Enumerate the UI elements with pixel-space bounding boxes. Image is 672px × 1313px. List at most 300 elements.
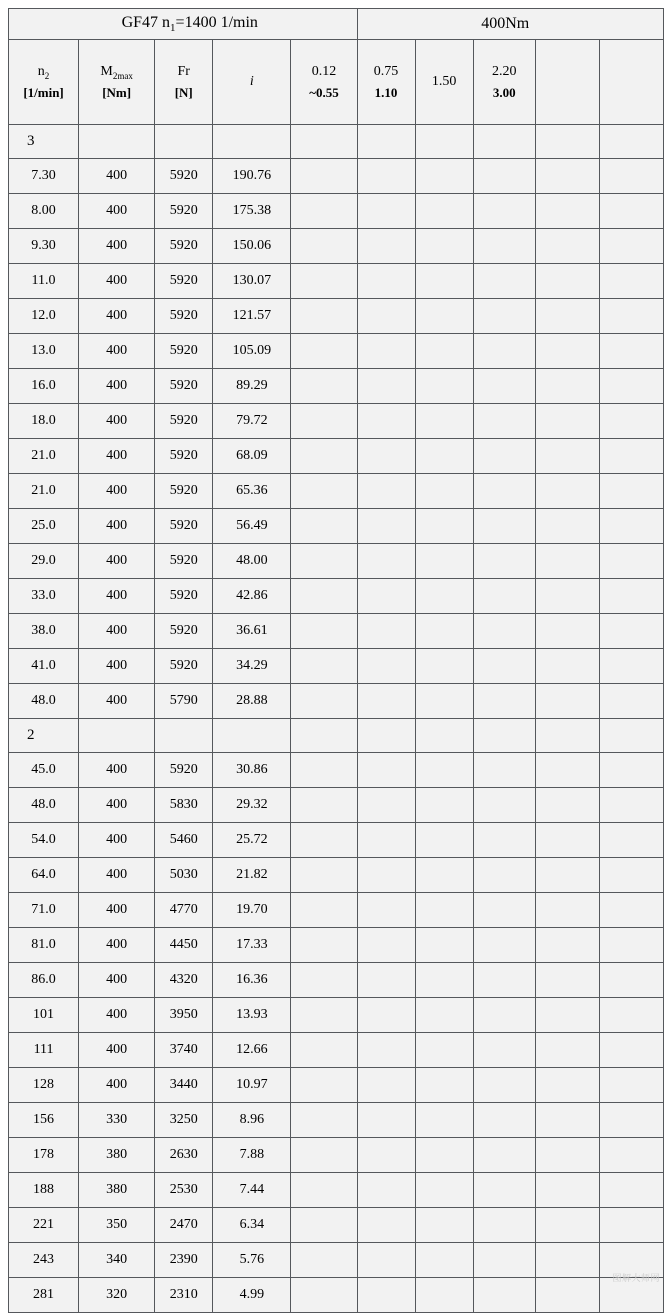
cell-power-2 — [415, 439, 473, 474]
cell-fr: 5920 — [155, 614, 213, 649]
table-row — [9, 159, 664, 194]
cell-fr: 3950 — [155, 998, 213, 1033]
cell-power-4 — [535, 963, 599, 998]
cell-ratio: 25.72 — [213, 823, 291, 858]
cell-m2max: 400 — [79, 1033, 155, 1068]
cell-fr: 2470 — [155, 1208, 213, 1243]
cell-power-5 — [599, 928, 663, 963]
cell-power-1 — [357, 404, 415, 439]
cell-power-0 — [291, 753, 357, 788]
cell-power-4 — [535, 684, 599, 719]
header-power-0-line2: ~0.55 — [309, 84, 339, 100]
cell-power-4 — [535, 369, 599, 404]
title-speed-n: n — [162, 13, 171, 31]
cell-power-5 — [599, 1243, 663, 1278]
cell-power-1 — [357, 893, 415, 928]
cell-m2max: 400 — [79, 1068, 155, 1103]
table-row — [9, 264, 664, 299]
cell-fr: 3740 — [155, 1033, 213, 1068]
cell-power-1 — [357, 474, 415, 509]
cell-power-2 — [415, 1103, 473, 1138]
cell-power-1 — [357, 1138, 415, 1173]
group-spacer-cell — [473, 125, 535, 159]
header-m2-unit: [Nm] — [102, 85, 132, 101]
cell-ratio: 16.36 — [213, 963, 291, 998]
cell-ratio: 150.06 — [213, 229, 291, 264]
cell-power-3 — [473, 1173, 535, 1208]
cell-m2max: 400 — [79, 684, 155, 719]
cell-power-4 — [535, 229, 599, 264]
cell-power-0 — [291, 614, 357, 649]
cell-n2: 48.0 — [9, 684, 79, 719]
group-header-row — [9, 719, 664, 753]
cell-power-2 — [415, 1278, 473, 1313]
cell-power-3 — [473, 544, 535, 579]
cell-power-1 — [357, 1243, 415, 1278]
cell-power-5 — [599, 404, 663, 439]
cell-power-0 — [291, 159, 357, 194]
header-power-4 — [535, 40, 599, 125]
cell-power-1 — [357, 299, 415, 334]
cell-power-5 — [599, 1033, 663, 1068]
cell-ratio: 34.29 — [213, 649, 291, 684]
header-power-2 — [415, 40, 473, 125]
group-spacer-cell — [415, 125, 473, 159]
cell-ratio: 19.70 — [213, 893, 291, 928]
cell-power-3 — [473, 334, 535, 369]
cell-power-0 — [291, 334, 357, 369]
cell-power-3 — [473, 928, 535, 963]
group-header-row — [9, 125, 664, 159]
cell-m2max: 400 — [79, 334, 155, 369]
cell-fr: 5920 — [155, 753, 213, 788]
header-n2-symbol: n — [37, 63, 45, 79]
cell-power-0 — [291, 823, 357, 858]
cell-ratio: 8.96 — [213, 1103, 291, 1138]
cell-power-3 — [473, 649, 535, 684]
cell-fr: 5920 — [155, 264, 213, 299]
cell-power-0 — [291, 194, 357, 229]
cell-power-5 — [599, 649, 663, 684]
cell-power-2 — [415, 963, 473, 998]
cell-power-3 — [473, 788, 535, 823]
header-power-1 — [357, 40, 415, 125]
cell-ratio: 121.57 — [213, 299, 291, 334]
cell-ratio: 21.82 — [213, 858, 291, 893]
cell-n2: 243 — [9, 1243, 79, 1278]
cell-m2max: 400 — [79, 404, 155, 439]
cell-power-2 — [415, 649, 473, 684]
cell-power-3 — [473, 858, 535, 893]
table-row — [9, 1173, 664, 1208]
header-m2max — [79, 40, 155, 125]
cell-power-0 — [291, 788, 357, 823]
cell-fr: 4320 — [155, 963, 213, 998]
cell-fr: 5920 — [155, 159, 213, 194]
cell-power-0 — [291, 509, 357, 544]
header-fr-symbol: Fr — [177, 64, 190, 80]
cell-power-0 — [291, 404, 357, 439]
cell-m2max: 400 — [79, 474, 155, 509]
cell-n2: 178 — [9, 1138, 79, 1173]
cell-power-5 — [599, 264, 663, 299]
group-spacer-cell — [535, 125, 599, 159]
cell-power-2 — [415, 684, 473, 719]
cell-power-2 — [415, 1243, 473, 1278]
cell-m2max: 400 — [79, 159, 155, 194]
cell-power-5 — [599, 753, 663, 788]
cell-power-5 — [599, 1138, 663, 1173]
cell-power-4 — [535, 823, 599, 858]
watermark: 图解大师网 — [612, 1273, 660, 1283]
cell-power-5 — [599, 544, 663, 579]
cell-power-0 — [291, 299, 357, 334]
cell-power-1 — [357, 579, 415, 614]
cell-m2max: 400 — [79, 299, 155, 334]
title-speed-sub: 1 — [170, 22, 176, 35]
cell-power-1 — [357, 264, 415, 299]
cell-power-1 — [357, 788, 415, 823]
cell-fr: 5920 — [155, 544, 213, 579]
cell-power-3 — [473, 369, 535, 404]
table-body — [9, 9, 664, 1313]
cell-ratio: 13.93 — [213, 998, 291, 1033]
table-row — [9, 1243, 664, 1278]
table-row — [9, 299, 664, 334]
cell-ratio: 10.97 — [213, 1068, 291, 1103]
cell-n2: 128 — [9, 1068, 79, 1103]
cell-n2: 29.0 — [9, 544, 79, 579]
cell-m2max: 400 — [79, 893, 155, 928]
cell-power-3 — [473, 963, 535, 998]
cell-n2: 21.0 — [9, 474, 79, 509]
table-row — [9, 229, 664, 264]
cell-power-5 — [599, 998, 663, 1033]
cell-power-5 — [599, 1103, 663, 1138]
cell-power-2 — [415, 194, 473, 229]
cell-m2max: 400 — [79, 823, 155, 858]
cell-power-3 — [473, 579, 535, 614]
cell-m2max: 400 — [79, 509, 155, 544]
cell-power-0 — [291, 1173, 357, 1208]
table-row — [9, 334, 664, 369]
table-row — [9, 858, 664, 893]
cell-power-3 — [473, 159, 535, 194]
cell-power-4 — [535, 404, 599, 439]
cell-n2: 188 — [9, 1173, 79, 1208]
cell-m2max: 400 — [79, 998, 155, 1033]
cell-ratio: 30.86 — [213, 753, 291, 788]
cell-power-4 — [535, 264, 599, 299]
cell-power-1 — [357, 439, 415, 474]
cell-m2max: 400 — [79, 788, 155, 823]
cell-fr: 5920 — [155, 649, 213, 684]
cell-power-4 — [535, 579, 599, 614]
cell-power-2 — [415, 334, 473, 369]
cell-power-3 — [473, 893, 535, 928]
cell-power-2 — [415, 858, 473, 893]
table-row — [9, 1278, 664, 1313]
group-spacer-cell — [155, 719, 213, 753]
cell-n2: 101 — [9, 998, 79, 1033]
group-spacer-cell — [415, 719, 473, 753]
cell-n2: 41.0 — [9, 649, 79, 684]
cell-ratio: 12.66 — [213, 1033, 291, 1068]
gearbox-spec-table — [8, 8, 664, 1313]
cell-power-4 — [535, 194, 599, 229]
table-row — [9, 194, 664, 229]
header-fr-unit: [N] — [174, 84, 193, 100]
group-spacer-cell — [79, 719, 155, 753]
cell-n2: 81.0 — [9, 928, 79, 963]
cell-power-3 — [473, 229, 535, 264]
cell-power-4 — [535, 928, 599, 963]
cell-power-2 — [415, 229, 473, 264]
cell-power-2 — [415, 159, 473, 194]
group-spacer-cell — [79, 125, 155, 159]
cell-fr: 5790 — [155, 684, 213, 719]
cell-power-0 — [291, 963, 357, 998]
cell-power-4 — [535, 159, 599, 194]
cell-power-4 — [535, 299, 599, 334]
cell-power-3 — [473, 404, 535, 439]
cell-n2: 11.0 — [9, 264, 79, 299]
header-power-3-line1: 2.20 — [491, 64, 517, 80]
cell-power-5 — [599, 823, 663, 858]
cell-power-0 — [291, 1278, 357, 1313]
cell-power-2 — [415, 753, 473, 788]
cell-power-5 — [599, 963, 663, 998]
cell-power-4 — [535, 788, 599, 823]
cell-power-3 — [473, 509, 535, 544]
table-row — [9, 1138, 664, 1173]
cell-ratio: 68.09 — [213, 439, 291, 474]
cell-n2: 7.30 — [9, 159, 79, 194]
cell-power-1 — [357, 998, 415, 1033]
cell-m2max: 400 — [79, 858, 155, 893]
cell-power-0 — [291, 474, 357, 509]
table-row — [9, 928, 664, 963]
cell-ratio: 48.00 — [213, 544, 291, 579]
cell-power-1 — [357, 684, 415, 719]
cell-power-2 — [415, 928, 473, 963]
cell-n2: 9.30 — [9, 229, 79, 264]
group-spacer-cell — [155, 125, 213, 159]
cell-ratio: 175.38 — [213, 194, 291, 229]
cell-power-2 — [415, 404, 473, 439]
table-row — [9, 614, 664, 649]
cell-power-5 — [599, 439, 663, 474]
table-row — [9, 1103, 664, 1138]
cell-power-3 — [473, 614, 535, 649]
table-row — [9, 823, 664, 858]
cell-m2max: 380 — [79, 1173, 155, 1208]
cell-power-3 — [473, 474, 535, 509]
group-spacer-cell — [357, 719, 415, 753]
cell-power-3 — [473, 753, 535, 788]
group-spacer-cell — [213, 125, 291, 159]
cell-n2: 8.00 — [9, 194, 79, 229]
cell-power-3 — [473, 1138, 535, 1173]
header-power-3-line2: 3.00 — [492, 84, 516, 100]
cell-power-3 — [473, 439, 535, 474]
cell-power-5 — [599, 684, 663, 719]
cell-power-5 — [599, 229, 663, 264]
cell-power-1 — [357, 1208, 415, 1243]
cell-power-2 — [415, 614, 473, 649]
cell-fr: 2390 — [155, 1243, 213, 1278]
cell-power-4 — [535, 1243, 599, 1278]
table-row — [9, 474, 664, 509]
cell-power-2 — [415, 579, 473, 614]
cell-power-4 — [535, 1173, 599, 1208]
table-row — [9, 893, 664, 928]
cell-fr: 5920 — [155, 404, 213, 439]
cell-power-3 — [473, 1243, 535, 1278]
cell-power-2 — [415, 1138, 473, 1173]
cell-power-5 — [599, 334, 663, 369]
cell-power-0 — [291, 858, 357, 893]
cell-power-1 — [357, 963, 415, 998]
cell-fr: 5920 — [155, 194, 213, 229]
cell-power-4 — [535, 1103, 599, 1138]
header-m2-subscript: 2max — [112, 70, 133, 81]
table-row — [9, 753, 664, 788]
cell-fr: 4450 — [155, 928, 213, 963]
cell-power-4 — [535, 858, 599, 893]
header-n2-unit: [1/min] — [23, 85, 64, 101]
cell-ratio: 7.88 — [213, 1138, 291, 1173]
cell-power-5 — [599, 474, 663, 509]
table-row — [9, 649, 664, 684]
cell-power-2 — [415, 369, 473, 404]
title-torque: 400Nm — [357, 9, 663, 40]
cell-power-0 — [291, 1068, 357, 1103]
table-row — [9, 369, 664, 404]
table-row — [9, 963, 664, 998]
table-row — [9, 439, 664, 474]
cell-m2max: 400 — [79, 579, 155, 614]
cell-power-2 — [415, 1173, 473, 1208]
cell-power-0 — [291, 893, 357, 928]
cell-power-5 — [599, 1208, 663, 1243]
cell-power-4 — [535, 1138, 599, 1173]
cell-n2: 111 — [9, 1033, 79, 1068]
cell-power-1 — [357, 614, 415, 649]
group-spacer-cell — [535, 719, 599, 753]
cell-ratio: 28.88 — [213, 684, 291, 719]
cell-power-5 — [599, 788, 663, 823]
cell-power-1 — [357, 334, 415, 369]
cell-power-1 — [357, 1173, 415, 1208]
cell-power-3 — [473, 264, 535, 299]
cell-fr: 3250 — [155, 1103, 213, 1138]
cell-m2max: 400 — [79, 369, 155, 404]
cell-power-3 — [473, 998, 535, 1033]
cell-power-2 — [415, 544, 473, 579]
cell-power-0 — [291, 544, 357, 579]
cell-n2: 71.0 — [9, 893, 79, 928]
group-spacer-cell — [213, 719, 291, 753]
title-row — [9, 9, 664, 40]
cell-power-4 — [535, 753, 599, 788]
cell-ratio: 6.34 — [213, 1208, 291, 1243]
cell-power-0 — [291, 1138, 357, 1173]
cell-power-4 — [535, 509, 599, 544]
cell-n2: 18.0 — [9, 404, 79, 439]
cell-m2max: 400 — [79, 194, 155, 229]
header-power-0 — [291, 40, 357, 125]
title-model: GF47 — [121, 13, 159, 31]
cell-power-3 — [473, 1103, 535, 1138]
group-label: 3 — [9, 125, 79, 159]
cell-power-1 — [357, 928, 415, 963]
group-spacer-cell — [599, 125, 663, 159]
cell-m2max: 400 — [79, 544, 155, 579]
cell-m2max: 400 — [79, 649, 155, 684]
cell-m2max: 400 — [79, 264, 155, 299]
table-row — [9, 788, 664, 823]
header-ratio: i — [213, 40, 291, 125]
column-header-row — [9, 40, 664, 125]
table-row — [9, 544, 664, 579]
header-n2-subscript: 2 — [44, 70, 50, 81]
cell-ratio: 56.49 — [213, 509, 291, 544]
cell-power-0 — [291, 1103, 357, 1138]
cell-m2max: 380 — [79, 1138, 155, 1173]
cell-power-5 — [599, 369, 663, 404]
table-row — [9, 998, 664, 1033]
cell-power-1 — [357, 753, 415, 788]
cell-ratio: 4.99 — [213, 1278, 291, 1313]
cell-power-0 — [291, 1208, 357, 1243]
cell-power-1 — [357, 229, 415, 264]
cell-power-4 — [535, 1278, 599, 1313]
cell-power-5 — [599, 1173, 663, 1208]
cell-power-1 — [357, 1278, 415, 1313]
header-m2-symbol: M — [100, 63, 113, 79]
header-power-0-line1: 0.12 — [311, 64, 337, 80]
table-row — [9, 404, 664, 439]
cell-power-3 — [473, 1033, 535, 1068]
cell-n2: 281 — [9, 1278, 79, 1313]
group-spacer-cell — [291, 719, 357, 753]
cell-power-2 — [415, 1208, 473, 1243]
cell-power-1 — [357, 1033, 415, 1068]
cell-fr: 4770 — [155, 893, 213, 928]
header-power-3 — [473, 40, 535, 125]
cell-power-1 — [357, 858, 415, 893]
cell-power-0 — [291, 1243, 357, 1278]
cell-power-1 — [357, 544, 415, 579]
cell-m2max: 350 — [79, 1208, 155, 1243]
cell-power-0 — [291, 1033, 357, 1068]
table-row — [9, 1068, 664, 1103]
cell-power-0 — [291, 928, 357, 963]
cell-m2max: 400 — [79, 614, 155, 649]
title-model-speed — [9, 9, 358, 40]
table-row — [9, 1208, 664, 1243]
cell-power-0 — [291, 579, 357, 614]
cell-power-2 — [415, 299, 473, 334]
cell-power-4 — [535, 1208, 599, 1243]
cell-n2: 38.0 — [9, 614, 79, 649]
cell-power-1 — [357, 1103, 415, 1138]
cell-power-5 — [599, 1068, 663, 1103]
cell-power-4 — [535, 614, 599, 649]
cell-ratio: 17.33 — [213, 928, 291, 963]
cell-n2: 13.0 — [9, 334, 79, 369]
